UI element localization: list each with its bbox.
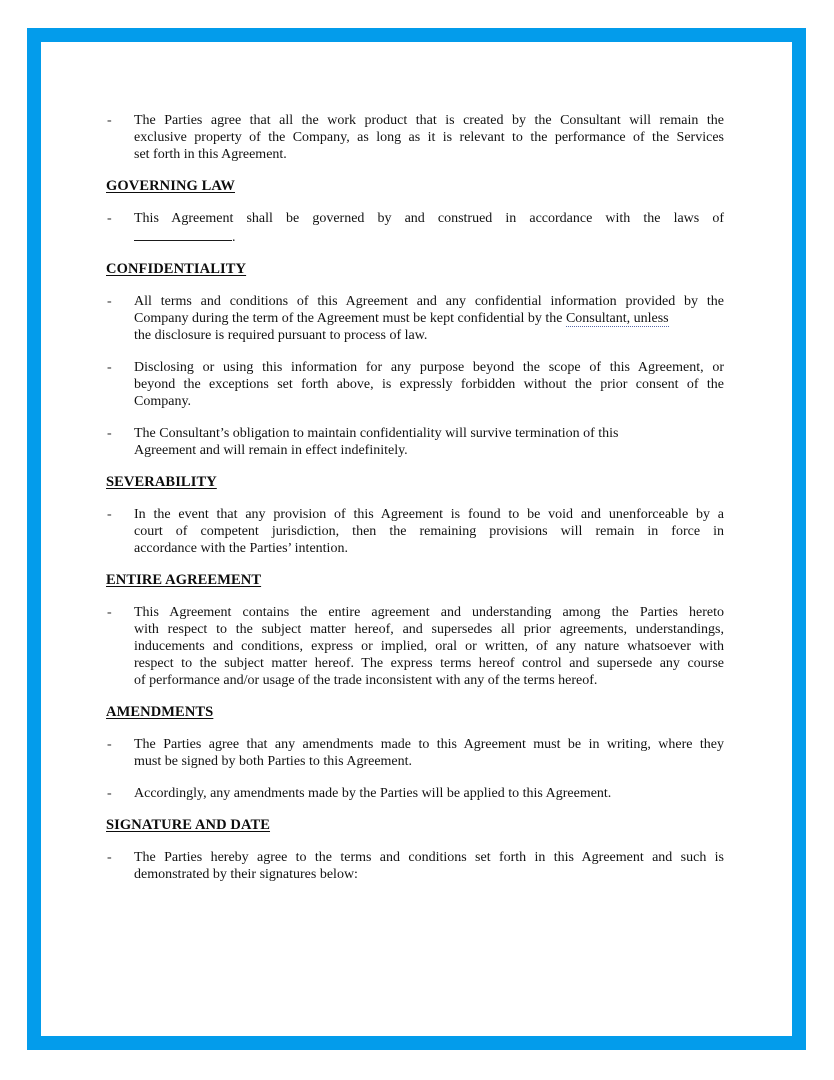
bullet-dash-icon: - [107, 737, 112, 752]
clause-line: Disclosing or using this information for any purpose beyond the scope of this Agreement, or [134, 360, 724, 375]
spacer [106, 770, 724, 785]
heading-severability: SEVERABILITY [106, 474, 217, 490]
bullet-dash-icon: - [107, 786, 112, 801]
spacer [106, 163, 724, 178]
clause-line: In the event that any provision of this Agreement is found to be void and unenforceable by a [134, 507, 724, 522]
spacer [106, 278, 724, 293]
clause-governing-law-text [134, 210, 724, 246]
clause-confidentiality-terms-text [134, 293, 724, 344]
heading-signature-and-date: SIGNATURE AND DATE [106, 817, 271, 833]
spacer [106, 410, 724, 425]
clause-line: Accordingly, any amendments made by the Parties will be applied to this Agreement. [134, 786, 612, 801]
spacer [106, 834, 724, 849]
clause-severability [106, 506, 724, 557]
spellcheck-flagged-text[interactable]: Consultant, unless [565, 311, 669, 326]
bullet-dash-icon: - [107, 211, 112, 226]
spacer [106, 689, 724, 704]
clause-line-prefix: Company during the term of the Agreement must be kept confidential by the [134, 311, 566, 326]
clause-amendments-applied-text [134, 785, 724, 802]
clause-work-product [106, 112, 724, 163]
clause-confidentiality-disclosure-text [134, 359, 724, 410]
blank-suffix: . [232, 230, 236, 245]
clause-line: This Agreement contains the entire agreement and understanding among the Parties hereto [134, 605, 724, 620]
clause-line: beyond the exceptions set forth above, is expressly forbidden without the prior consent of the [134, 377, 724, 392]
heading-governing-law: GOVERNING LAW [106, 178, 235, 194]
clause-line: set forth in this Agreement. [134, 147, 287, 162]
clause-line: of performance and/or usage of the trade inconsistent with any of the terms hereof. [134, 673, 598, 688]
clause-line: Company. [134, 394, 192, 409]
clause-line: the disclosure is required pursuant to process of law. [134, 328, 428, 343]
clause-signature-text [134, 849, 724, 883]
clause-line: This Agreement shall be governed by and construed in accordance with the laws of [134, 211, 724, 226]
clause-line: The Consultant’s obligation to maintain confidentiality will survive termination of this [134, 426, 619, 441]
clause-line: The Parties hereby agree to the terms and conditions set forth in this Agreement and such is [134, 850, 724, 865]
document-text-body [106, 112, 724, 883]
clause-line-with-spellcheck [134, 310, 724, 327]
clause-entire-agreement [106, 604, 724, 689]
spacer [106, 344, 724, 359]
heading-confidentiality: CONFIDENTIALITY [106, 261, 247, 277]
clause-line: The Parties agree that all the work product that is created by the Consultant will remain the [134, 113, 724, 128]
bullet-dash-icon: - [107, 605, 112, 620]
bullet-dash-icon: - [107, 850, 112, 865]
spacer [106, 195, 724, 210]
clause-signature [106, 849, 724, 883]
clause-entire-agreement-text [134, 604, 724, 689]
page-content-area [41, 42, 792, 1036]
bullet-dash-icon: - [107, 507, 112, 522]
spacer [106, 721, 724, 736]
governing-law-blank-row [134, 230, 236, 245]
clause-line: All terms and conditions of this Agreement and any confidential information provided by the [134, 294, 724, 309]
bullet-dash-icon: - [107, 113, 112, 128]
clause-amendments-writing [106, 736, 724, 770]
bullet-dash-icon: - [107, 294, 112, 309]
spacer [106, 459, 724, 474]
clause-confidentiality-disclosure [106, 359, 724, 410]
clause-severability-text [134, 506, 724, 557]
clause-line: demonstrated by their signatures below: [134, 867, 358, 882]
clause-confidentiality-survival [106, 425, 724, 459]
clause-line: inducements and conditions, express or implied, oral or written, of any nature whatsoever with [134, 639, 724, 654]
clause-confidentiality-terms [106, 293, 724, 344]
spacer [106, 557, 724, 572]
clause-governing-law [106, 210, 724, 246]
clause-amendments-writing-text [134, 736, 724, 770]
fill-in-blank-field[interactable] [134, 227, 232, 241]
spacer [106, 589, 724, 604]
clause-line: The Parties agree that any amendments made to this Agreement must be in writing, where they [134, 737, 724, 752]
clause-work-product-text [134, 112, 724, 163]
spacer [106, 802, 724, 817]
heading-amendments: AMENDMENTS [106, 704, 214, 720]
spacer [106, 246, 724, 261]
clause-confidentiality-survival-text [134, 425, 724, 459]
bullet-dash-icon: - [107, 360, 112, 375]
clause-amendments-applied [106, 785, 724, 802]
clause-line: respect to the subject matter hereof. The express terms hereof control and supersede any course [134, 656, 724, 671]
bullet-dash-icon: - [107, 426, 112, 441]
clause-line: must be signed by both Parties to this Agreement. [134, 754, 413, 769]
heading-entire-agreement: ENTIRE AGREEMENT [106, 572, 262, 588]
clause-line: court of competent jurisdiction, then the remaining provisions will remain in force in [134, 524, 724, 539]
clause-line: with respect to the subject matter hereof, and supersedes all prior agreements, understandings, [134, 622, 724, 637]
clause-line: Agreement and will remain in effect indefinitely. [134, 443, 408, 458]
clause-line: exclusive property of the Company, as long as it is relevant to the performance of the Services [134, 130, 724, 145]
clause-line: accordance with the Parties’ intention. [134, 541, 348, 556]
spacer [106, 491, 724, 506]
